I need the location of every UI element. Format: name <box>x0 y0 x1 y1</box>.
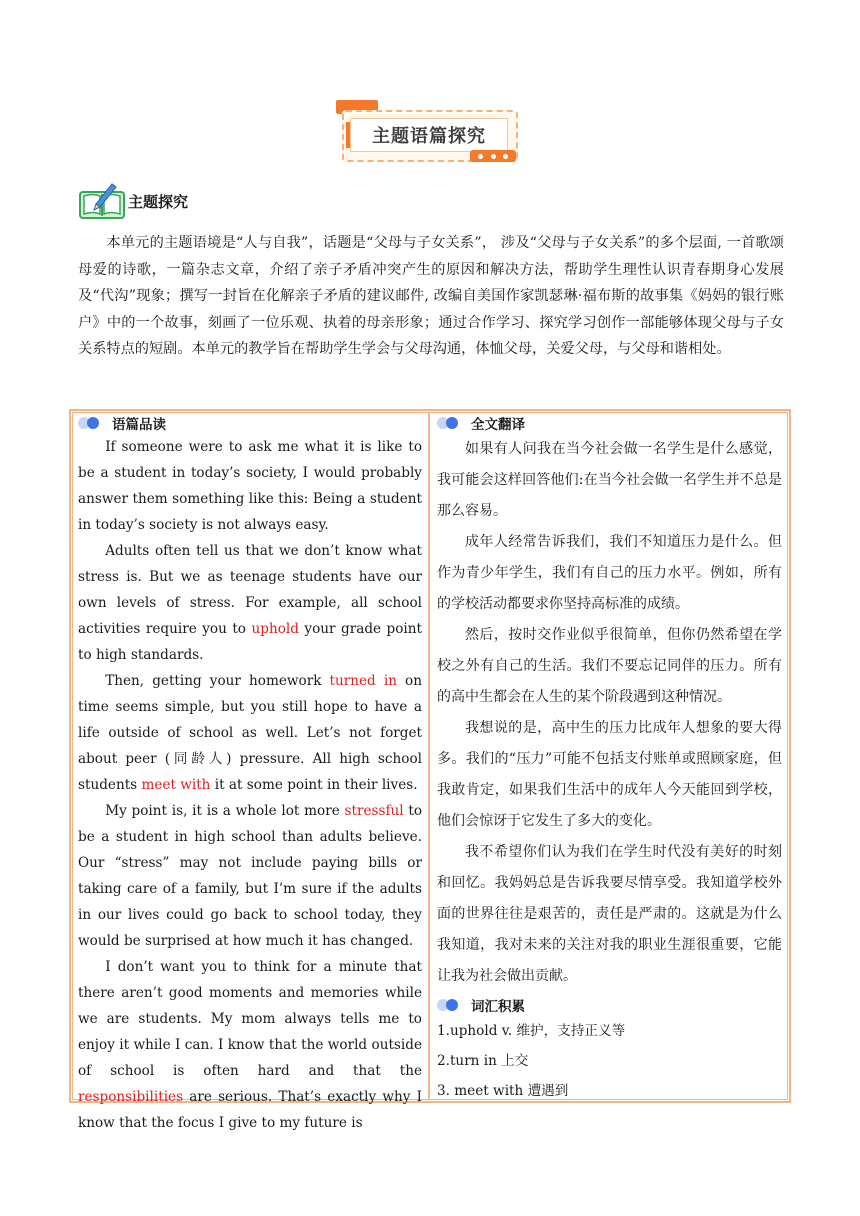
reading-paragraph-4: My point is, it is a whole lot more stressful to be a student in high school than adults believe. Our “stress” may not include paying bills or taking care of a family, but I’m sure if the adults in our lives could go back to school today, they would be surprised at how much it has changed. <box>78 803 422 949</box>
vocab-highlight: responsibilities <box>78 1089 184 1105</box>
bullet-dots-icon <box>78 417 104 429</box>
banner-title: 主题语篇探究 <box>372 126 486 147</box>
banner-stripe <box>346 122 350 148</box>
bullet-dots-icon <box>437 417 463 429</box>
reading-paragraph-2: Adults often tell us that we don’t know what stress is. But we as teenage students have our own levels of stress. For example, all school activities require you to uphold your grade point to high standards. <box>78 543 423 663</box>
translation-text <box>437 434 782 992</box>
book-pencil-icon <box>78 180 126 220</box>
vocab-item: 3. meet with 遭遇到 <box>437 1083 569 1099</box>
vocab-label: 词汇积累 <box>471 999 525 1015</box>
translation-paragraph: 然后，按时交作业似乎很简单，但你仍然希望在学校之外有自己的生活。我们不要忘记同伴的压力。所有的高中生都会在人生的某个阶段遇到这种情况。 <box>437 627 782 705</box>
translation-paragraph: 成年人经常告诉我们，我们不知道压力是什么。但作为青少年学生，我们有自己的压力水平。例如，所有的学校活动都要求你坚持高标准的成绩。 <box>437 534 782 612</box>
translation-column <box>431 412 788 1106</box>
translation-paragraph: 我想说的是，高中生的压力比成年人想象的要大得多。我们的“压力”可能不包括支付账单或照顾家庭，但我敢肯定，如果我们生活中的成年人今天能回到学校，他们会惊讶于它发生了多大的变化。 <box>437 720 782 829</box>
translation-paragraph: 我不希望你们认为我们在学生时代没有美好的时刻和回忆。我妈妈总是告诉我要尽情享受。我知道学校外面的世界往往是艰苦的，责任是严肃的。这就是为什么我知道，我对未来的关注对我的职业生涯很重要，它能让我为社会做出贡献。 <box>437 844 782 984</box>
intro-paragraph: 本单元的主题语境是“人与自我”，话题是“父母与子女关系”， 涉及“父母与子女关系”的多个层面, 一首歌颂母爱的诗歌，一篇杂志文章，介绍了亲子矛盾冲突产生的原因和解决方法，帮助学生理性认识青春期身心发展及“代沟”现象；撰写一封旨在化解亲子矛盾的建议邮件, 改编自美国作家凯瑟琳·福布斯的故事集《妈妈的银行账户》中的一个故事，刻画了一位乐观、执着的母亲形象；通过合作学习、探究学习创作一部能够体现父母与子女关系特点的短剧。本单元的教学旨在帮助学生学会与父母沟通，体恤父母，关爱父母，与父母和谐相处。 <box>78 235 784 358</box>
vocab-highlight: turned in <box>329 673 397 689</box>
translation-paragraph: 如果有人问我在当今社会做一名学生是什么感觉，我可能会这样回答他们:在当今社会做一名学生并不总是那么容易。 <box>437 441 782 519</box>
vocab-header <box>437 994 782 1016</box>
section-banner <box>336 100 524 166</box>
section-heading <box>78 180 188 220</box>
reading-label: 语篇品读 <box>112 417 166 433</box>
translation-header <box>437 412 782 434</box>
banner-inner <box>350 118 508 152</box>
banner-dots <box>470 150 516 162</box>
bullet-dots-icon <box>437 999 463 1011</box>
vocab-highlight: uphold <box>251 621 299 637</box>
reading-paragraph-5: I don’t want you to think for a minute that there aren’t good moments and memories while we are students. My mom always tells me to enjoy it while I can. I know that the world outside of school is often hard and that the responsibilities are serious. That’s exactly why I know that the focus I give to my future is <box>78 959 422 1131</box>
translation-label: 全文翻译 <box>471 417 525 433</box>
vocab-highlight: meet with <box>141 777 211 793</box>
reading-paragraph-1: If someone were to ask me what it is like to be a student in today’s society, I would probably answer them something like this: Being a student in today’s society is not always easy. <box>78 439 422 533</box>
reading-paragraph-3: Then, getting your homework turned in on time seems simple, but you still hope to have a life outside of school as well. Let’s not forget about peer (同龄人) pressure. All high school students meet with it at some point in their lives. <box>78 673 422 793</box>
section-title: 主题探究 <box>128 192 189 211</box>
intro-text <box>78 230 784 363</box>
vocab-list <box>437 1016 782 1106</box>
reading-header <box>78 412 422 434</box>
reading-column <box>72 412 428 1136</box>
reading-text <box>78 434 422 1136</box>
column-divider <box>428 412 430 1100</box>
vocab-highlight: stressful <box>344 803 404 819</box>
vocab-item: 2.turn in 上交 <box>437 1053 529 1069</box>
vocab-item: 1.uphold v. 维护，支持正义等 <box>437 1023 626 1039</box>
